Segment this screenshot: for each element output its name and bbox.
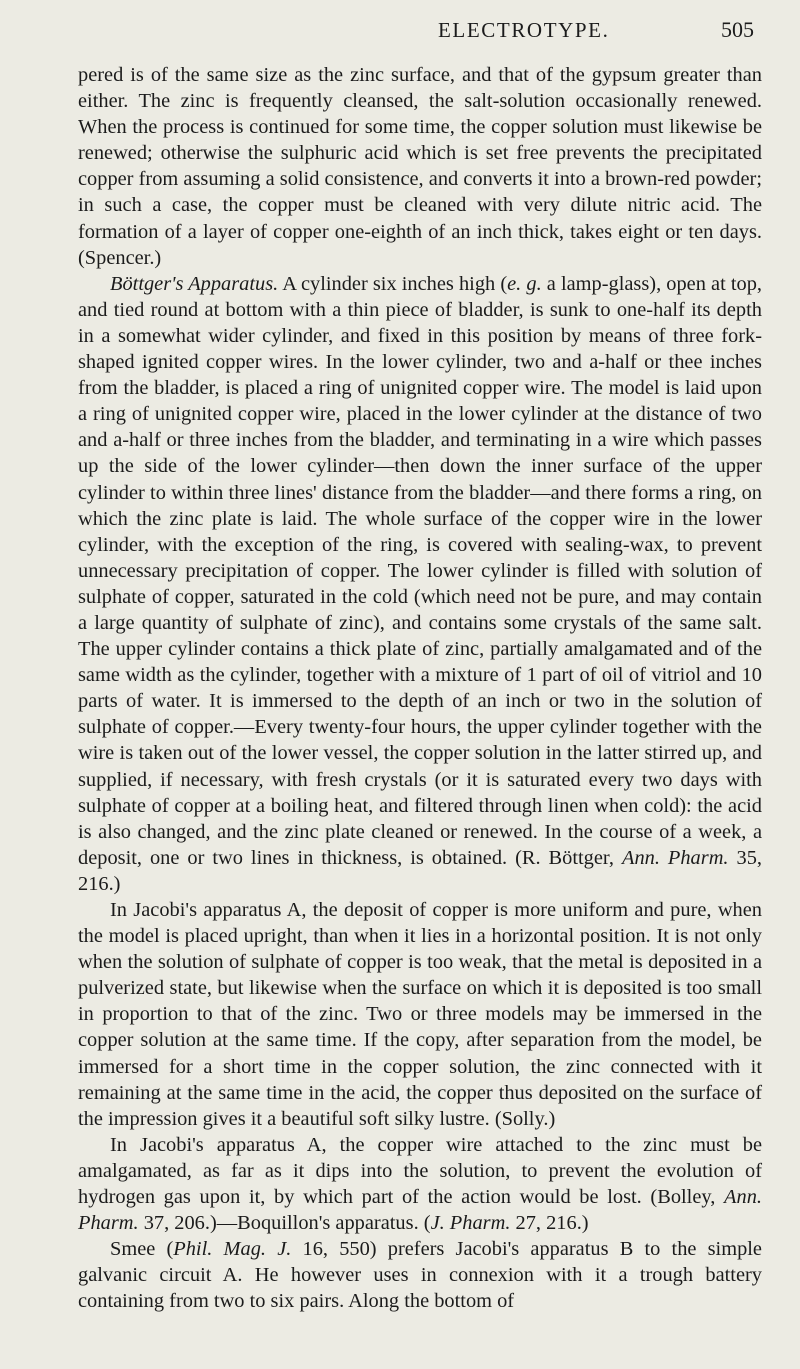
text-span: a lamp-glass), open at top, and tied round at bottom with a thin piece of bladder, is sunk to one-half its depth in a somewhat wider cylinder, and fixed in this position by means of three fork-shaped ignited copper wires. In the lower cylinder, two and a-half or thee inches from the bladder, is placed a ring of unignited copper wire. The model is laid upon a ring of unignited copper wire, placed in the lower cylinder at the distance of two and a-half or three inches from the bladder, and terminating in a wire which passes up the side of the lower cylinder—then down the inner surface of the upper cylinder to within three lines' distance from the bladder—and there forms a ring, on which the zinc plate is laid. The whole surface of the copper wire in the lower cylinder, with the exception of the ring, is covered with sealing-wax, to prevent unnecessary precipitation of copper. The lower cylinder is filled with solution of sulphate of copper, saturated in the cold (which need not be pure, and may contain a large quantity of sulphate of zinc), and contains some crystals of the same salt. The upper cylinder contains a thick plate of zinc, partially amalgamated and of the same width as the cylinder, together with a mixture of 1 part of oil of vitriol and 10 parts of water. It is immersed to the depth of an inch or two in the solution of sulphate of copper.—Every twenty-four hours, the upper cylinder together with the wire is taken out of the lower vessel, the copper solution in the latter stirred up, and supplied, if necessary, with fresh crystals (or it is saturated every two days with sulphate of copper at a boiling heat, and filtered through linen when cold): the acid is also changed, and the zinc plate cleaned or renewed. In the course of a week, a deposit, one or two lines in thickness, is obtained. (R. Böttger,: [78, 272, 763, 869]
italic-text: Ann. Pharm.: [78, 1186, 762, 1235]
text-span: In Jacobi's apparatus A, the copper wire attached to the zinc must be amalgamated, as far as it dips into the solution, to prevent the evolution of hydrogen gas upon it, by which part of the action would be lost. (Bolley,: [78, 1133, 762, 1209]
text-span: 37, 206.)—Boquillon's apparatus. (: [138, 1212, 431, 1235]
italic-text: e. g.: [507, 272, 542, 295]
body-text: [78, 62, 762, 1315]
text-span: In Jacobi's apparatus A, the deposit of copper is more uniform and pure, when the model is placed upright, than when it lies in a horizontal position. It is not only when the solution of sulphate of copper is too weak, that the metal is deposited in a pulverized state, but likewise when the surface on which it is deposited is too small in proportion to that of the zinc. Two or three models may be immersed in the copper solution at the same time. If the copy, after separation from the model, be immersed for a short time in the copper solution, the zinc connected with it remaining at the same time in the acid, the copper thus deposited on the surface of the impression gives it a beautiful soft silky lustre. (Solly.): [78, 899, 762, 1130]
text-span: 27, 216.): [510, 1212, 589, 1235]
italic-text: J. Pharm.: [430, 1212, 511, 1235]
text-span: pered is of the same size as the zinc surface, and that of the gypsum greater than either. The zinc is frequently cleansed, the salt-solution occasionally renewed. When the process is continued for some time, the copper solution must likewise be renewed; otherwise the sulphuric acid which is set free prevents the precipitated copper from assuming a solid consistence, and converts it into a brown-red powder; in such a case, the copper must be cleaned with very dilute nitric acid. The formation of a layer of copper one-eighth of an inch thick, takes eight or ten days. (Spencer.): [78, 64, 762, 269]
paragraph: [78, 1132, 762, 1236]
paragraph: [78, 62, 762, 271]
text-span: A cylinder six inches high (: [278, 272, 508, 295]
paragraph: [78, 1236, 762, 1314]
text-span: 16, 550) prefers Jacobi's apparatus B to the simple galvanic circuit A. He however uses in connexion with it a trough battery containing from two to six pairs. Along the bottom of: [78, 1238, 762, 1313]
page-number: 505: [721, 17, 754, 42]
italic-text: Böttger's Apparatus.: [110, 272, 279, 295]
paragraph: [78, 271, 762, 897]
running-head: [78, 0, 762, 62]
text-span: 35, 216.): [78, 846, 762, 895]
italic-text: Ann. Pharm.: [621, 846, 729, 869]
paragraph: [78, 897, 762, 1132]
text-span: Smee (: [110, 1238, 174, 1261]
running-title: ELECTROTYPE.: [438, 18, 610, 42]
italic-text: Phil. Mag. J.: [173, 1238, 292, 1261]
